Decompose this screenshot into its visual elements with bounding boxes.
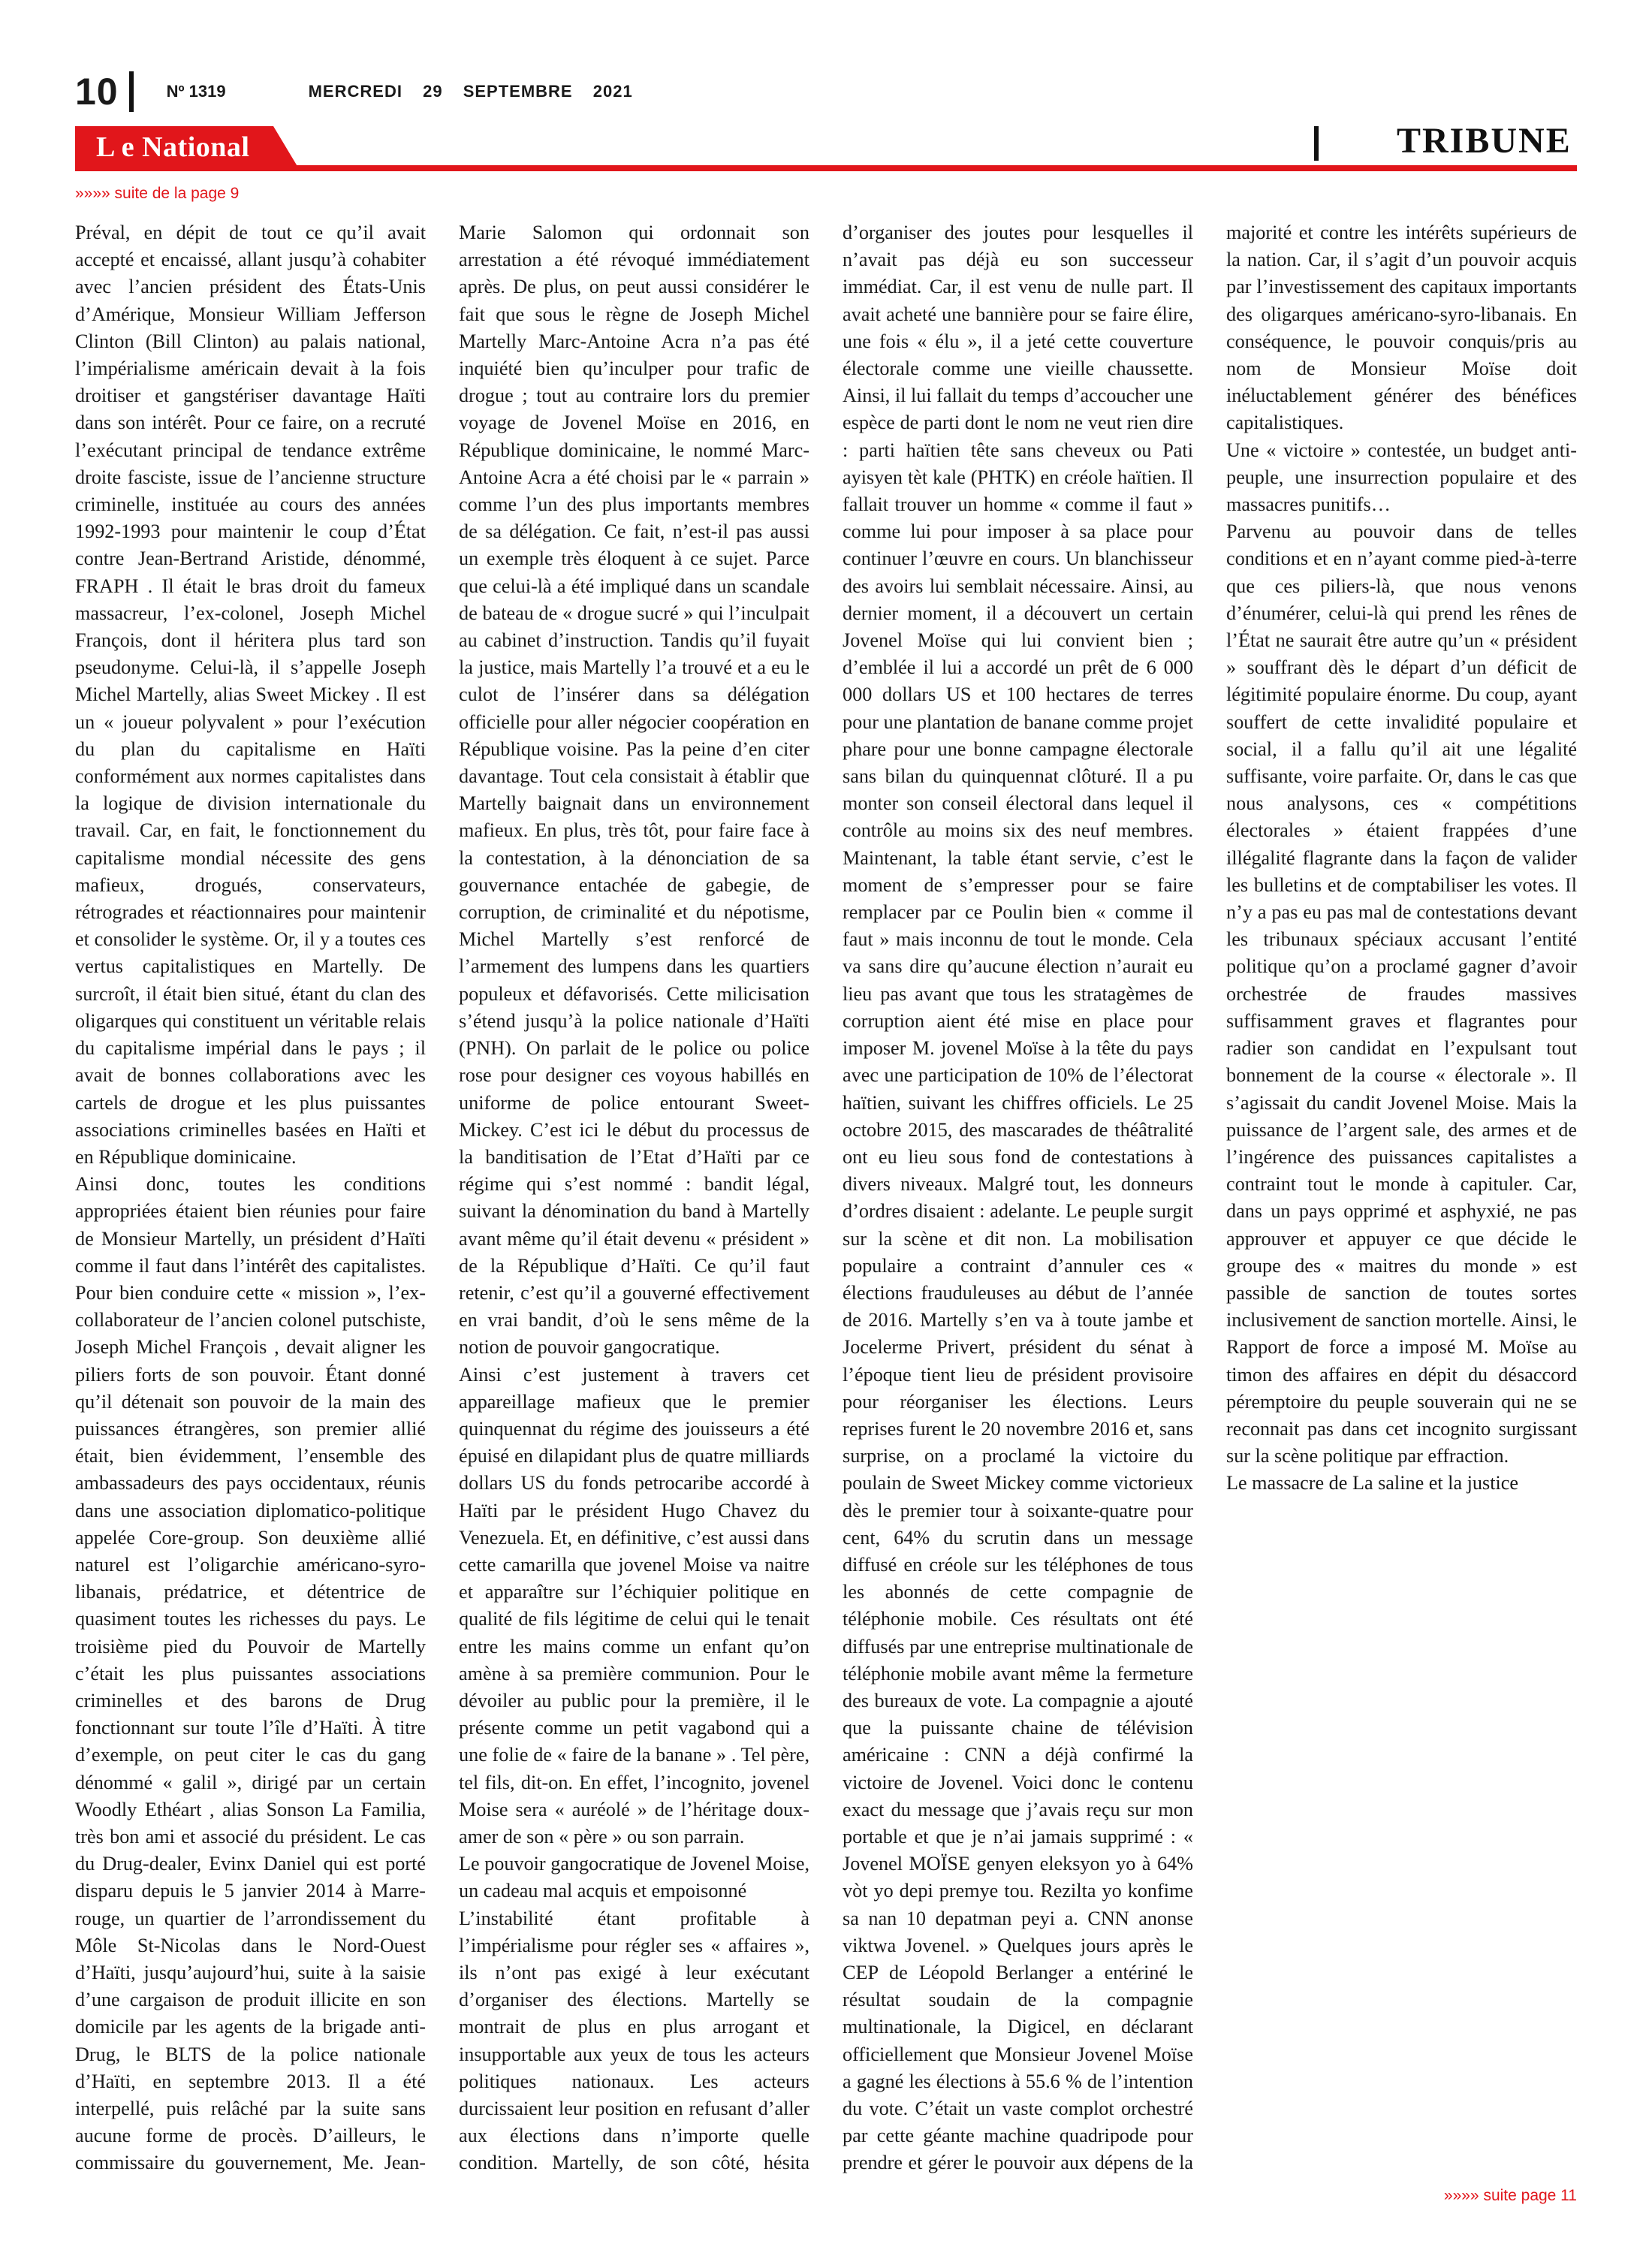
article-subheading: Une « victoire » contestée, un budget anti-peuple, une insurrection populaire et des massacres punitifs… bbox=[1226, 439, 1577, 516]
article-body bbox=[75, 219, 1577, 2182]
section-divider bbox=[1314, 126, 1319, 161]
publication-date bbox=[309, 82, 648, 101]
date-year: 2021 bbox=[592, 82, 633, 101]
header-red-rule bbox=[75, 165, 1577, 171]
date-month: SEPTEMBRE bbox=[463, 82, 573, 101]
continued-from-label: »»»» suite de la page 9 bbox=[75, 185, 240, 202]
article-subheading: Le pouvoir gangocratique de Jovenel Moise, un cadeau mal acquis et empoisonné bbox=[459, 1853, 809, 1902]
article-paragraph: Ainsi c’est justement à travers cet appareillage mafieux que le premier quinquennat du régime des jouisseurs a été épuisé en dilapidant plus de quatre milliards dollars US du fonds petrocaribe accordé à Haïti par le président Hugo Chavez du Venezuela. Et, en définitive, c’est aussi dans cette camarilla que jovenel Moise va naitre et apparaître sur l’échiquier politique en qualité de fils légitime de celui qui le tenait entre les mains comme un enfant qu’on amène à sa première communion. Pour le dévoiler au public pour la première, il le présente comme un petit vagabond qui a une folie de « faire de la banane » . Tel père, tel fils, dit-on. En effet, l’incognito, jovenel Moise sera « auréolé » de l’héritage doux-amer de son « père » ou son parrain. bbox=[459, 1363, 809, 1847]
page-header bbox=[75, 69, 648, 114]
date-number: 29 bbox=[423, 82, 443, 101]
newspaper-brand: L e National bbox=[96, 131, 250, 163]
issue-number: Nº 1319 bbox=[166, 82, 226, 101]
article-subheading: Le massacre de La saline et la justice bbox=[1226, 1472, 1518, 1494]
article-paragraph: L’instabilité étant profitable à l’impérialisme pour régler ses « affaires », ils n’ont pas exigé à leur exécutant d’organiser des élections. Martelly se montrait de plus en plus arrogant et insupportable aux yeux de tous les acteurs politiques nationaux. Les acteurs durcissaient leur position en refusant d’aller aux élections dans n’importe quelle condition. Martelly, de son côté, hésita d’organiser des joutes pour lesquelles il n’avait pas déjà eu son successeur immédiat. Car, il est venu de nulle part. Il avait acheté une bannière pour se faire élire, une fois « élu », il a jeté cette couverture électorale comme une vieille chaussette. Ainsi, il lui fallait du temps d’accoucher une espèce de parti dont le nom ne veut rien dire : parti haïtien tête sans cheveux ou Pati ayisyen tèt kale (PHTK) en créole haïtien. Il fallait trouver un homme « comme il faut » comme lui pour imposer à sa place pour continuer l’œuvre en cours. Un blanchisseur des avoirs lui semblait nécessaire. Ainsi, au dernier moment, il a découvert un certain Jovenel Moïse qui lui convient bien ; d’emblée il lui a accordé un prêt de 6 000 000 dollars US et 100 hectares de terres pour une plantation de banane comme projet phare pour une bonne campagne électorale sans bilan du quinquennat clôturé. Il a pu monter son conseil électoral dans lequel il contrôle au moins six des neuf membres. Maintenant, la table étant servie, c’est le moment de s’empresser pour se faire remplacer par ce Poulin bien « comme il faut » mais inconnu de tout le monde. Cela va sans dire qu’aucune élection n’aurait eu lieu pas avant que tous les stratagèmes de corruption aient été mise en place pour imposer M. jovenel Moïse à la tête du pays avec une participation de 10% de l’électorat haïtien, suivant les chiffres officiels. Le 25 octobre 2015, des mascarades de théâtralité ont eu lieu sous fond de contestations à divers niveaux. Malgré tout, les donneurs d’ordres disaient : adelante. Le peuple surgit sur la scène et dit non. La mobilisation populaire a contraint d’annuler ces « élections frauduleuses au début de l’année de 2016. Martelly s’en va à toute jambe et Jocelerme Privert, président du sénat à l’époque tient lieu de président provisoire pour réorganiser les élections. Leurs reprises furent le 20 novembre 2016 et, sans surprise, on a proclamé la victoire du poulain de Sweet Mickey comme victorieux dès le premier tour à soixante-quatre pour cent, 64% du scrutin dans un message diffusé en créole sur les téléphones de tous les abonnés de cette compagnie de téléphonie mobile. Ces résultats ont été diffusés par une entreprise multinationale de téléphonie mobile avant même la fermeture des bureaux de vote. La compagnie a ajouté que la puissante chaine de télévision américaine : CNN a déjà confirmé la victoire de Jovenel. Voici donc le contenu exact du message que j’avais reçu sur mon portable et que je n’ai jamais supprimé : « Jovenel MOÏSE genyen eleksyon yo à 64% vòt yo depi premye tou. Rezilta yo konfime sa nan 10 depatman peyi a. CNN anonse viktwa Jovenel. » Quelques jours après le CEP de Léopold Berlanger a entériné le résultat soudain de la compagnie multinationale, la Digicel, en déclarant officiellement que Monsieur Jovenel Moïse a gagné les élections à 55.6 % de l’intention du vote. C’était un vaste complot orchestré par cette géante machine quadripode pour prendre et gérer le pouvoir aux dépens de la majorité et contre les intérêts supérieurs de la nation. Car, il s’agit d’un pouvoir acquis par l’investissement des capitaux importants des oligarques américano-syro-libanais. En conséquence, le pouvoir conquis/pris au nom de Monsieur Moïse doit inéluctablement générer des bénéfices capitalistiques. bbox=[459, 222, 1577, 2174]
date-day: MERCREDI bbox=[308, 82, 402, 101]
page-number: 10 bbox=[75, 71, 119, 113]
continued-on-label: »»»» suite page 11 bbox=[1443, 2187, 1577, 2204]
page-number-divider bbox=[129, 71, 134, 112]
article-paragraph: Préval, en dépit de tout ce qu’il avait accepté et encaissé, allant jusqu’à cohabiter avec l’ancien président des États-Unis d’Amérique, Monsieur William Jefferson Clinton (Bill Clinton) au palais national, l’impérialisme américain devait à la fois droitiser et gangstériser davantage Haïti dans son intérêt. Pour ce faire, on a recruté l’exécutant principal de tendance extrême droite fasciste, issue de l’ancienne structure criminelle, instituée au cours des années 1992-1993 pour maintenir le coup d’État contre Jean-Bertrand Aristide, dénommé, FRAPH . Il était le bras droit du fameux massacreur, l’ex-colonel, Joseph Michel François, dont il héritera plus tard son pseudonyme. Celui-là, il s’appelle Joseph Michel Martelly, alias Sweet Mickey . Il est un « joueur polyvalent » pour l’exécution du plan du capitalisme en Haïti conformément aux normes capitalistes dans la logique de division internationale du travail. Car, en fait, le fonctionnement du capitalisme mondial nécessite des gens mafieux, drogués, conservateurs, rétrogrades et réactionnaires pour maintenir et consolider le système. Or, il y a toutes ces vertus capitalistiques en Martelly. De surcroît, il était bien situé, étant du clan des oligarques qui constituent un véritable relais du capitalisme impérial dans le pays ; il avait de bonnes collaborations avec les cartels de drogue et les plus puissantes associations criminelles basées en Haïti et en République dominicaine. bbox=[75, 222, 426, 1168]
article-paragraph: Parvenu au pouvoir dans de telles conditions et en n’ayant comme pied-à-terre que ces piliers-là, que nous venons d’énumérer, celui-là qui prend les rênes de l’État ne saurait être autre qu’un « président » souffrant dès le départ d’un déficit de légitimité populaire énorme. Du coup, ayant souffert de cette invalidité populaire et social, il a fallu qu’il ait une légalité suffisante, voire parfaite. Or, dans le cas que nous analysons, ces « compétitions électorales » étaient frappées d’une illégalité flagrante dans la façon de valider les bulletins et de comptabiliser les votes. Il n’y a pas eu pas mal de contestations devant les tribunaux spéciaux accusant l’entité politique qu’on a proclamé gagner d’avoir orchestrée de fraudes massives suffisamment graves et flagrantes pour radier son candidat en l’expulsant tout bonnement de la course « électorale ». Il s’agissait du candit Jovenel Moise. Mais la puissance de l’argent sale, des armes et de l’ingérence des puissances capitalistes a contraint tout le monde à capituler. Car, dans un pays opprimé et asphyxié, ne pas approuver et appuyer ce que décide le groupe des « maitres du monde » est passible de sanction de toutes sortes inclusivement de sanction mortelle. Ainsi, le Rapport de force a imposé M. Moïse au timon des affaires en dépit du désaccord péremptoire du peuple souverain qui ne se reconnait pas dans cet incognito surgissant sur la scène politique par effraction. bbox=[1226, 520, 1577, 1467]
article-paragraph: Ainsi donc, toutes les conditions appropriées étaient bien réunies pour faire de Monsieur Martelly, un président d’Haïti comme il faut dans l’intérêt des capitalistes. Pour bien conduire cette « mission », l’ex-collaborateur de l’ancien colonel putschiste, Joseph Michel François , devait aligner les piliers forts de son pouvoir. Étant donné qu’il détenait son pouvoir de la main des puissances étrangères, son premier allié était, bien évidemment, l’ensemble des ambassadeurs des pays occidentaux, réunis dans une association diplomatico-politique appelée Core-group. Son deuxième allié naturel est l’oligarchie américano-syro-libanais, prédatrice, et détentrice de quasiment toutes les richesses du pays. Le troisième pied du Pouvoir de Martelly c’était les plus puissantes associations criminelles et des barons de Drug fonctionnant sur toute l’île d’Haïti. À titre d’exemple, on peut citer le cas du gang dénommé « galil », dirigé par un certain Woodly Ethéart , alias Sonson La Familia, très bon ami et associé du président. Le cas du Drug-dealer, Evinx Daniel qui est porté disparu depuis le 5 janvier 2014 à Marre-rouge, un quartier de l’arrondissement du Môle St-Nicolas dans le Nord-Ouest d’Haïti, jusqu’aujourd’hui, suite à la saisie d’une cargaison de produit illicite en son domicile par les agents de la brigade anti-Drug, le BLTS de la police nationale d’Haïti, en septembre 2013. Il a été interpellé, puis relâché par la suite sans aucune forme de procès. D’ailleurs, le commissaire du gouvernement, Me. Jean-Marie Salomon qui ordonnait son arrestation a été révoqué immédiatement après. De plus, on peut aussi considérer le fait que sous le règne de Joseph Michel Martelly Marc-Antoine Acra n’a pas été inquiété bien qu’inculper pour trafic de drogue ; tout au contraire lors du premier voyage de Jovenel Moïse en 2016, en République dominicaine, le nommé Marc-Antoine Acra a été choisi par le « parrain » comme l’un des plus importants membres de sa délégation. Ce fait, n’est-il pas aussi un exemple très éloquent à ce sujet. Parce que celui-là a été impliqué dans un scandale de bateau de « drogue sucré » qui l’inculpait au cabinet d’instruction. Tandis qu’il fuyait la justice, mais Martelly l’a trouvé et a eu le culot de l’insérer dans sa délégation officielle pour aller négocier coopération en République voisine. Pas la peine d’en citer davantage. Tout cela consistait à établir que Martelly baignait dans un environnement mafieux. En plus, très tôt, pour faire face à la contestation, à la dénonciation de sa gouvernance entachée de gabegie, de corruption, de criminalité et du népotisme, Michel Martelly s’est renforcé de l’armement des lumpens dans les quartiers populeux et défavorisés. Cette milicisation s’étend jusqu’à la police nationale d’Haïti (PNH). On parlait de le police ou police rose pour designer ces voyous habillés en uniforme de police entourant Sweet- Mickey. C’est ici le début du processus de la banditisation de l’Etat d’Haïti par ce régime qui s’est nommé : bandit légal, suivant la dénomination du band à Martelly avant même qu’il était devenu « président » de la République d’Haïti. Ce qu’il faut retenir, c’est qu’il a gouverné effectivement en vrai bandit, d’où le sens même de la notion de pouvoir gangocratique. bbox=[75, 222, 809, 2174]
section-title: TRIBUNE bbox=[1397, 121, 1572, 161]
